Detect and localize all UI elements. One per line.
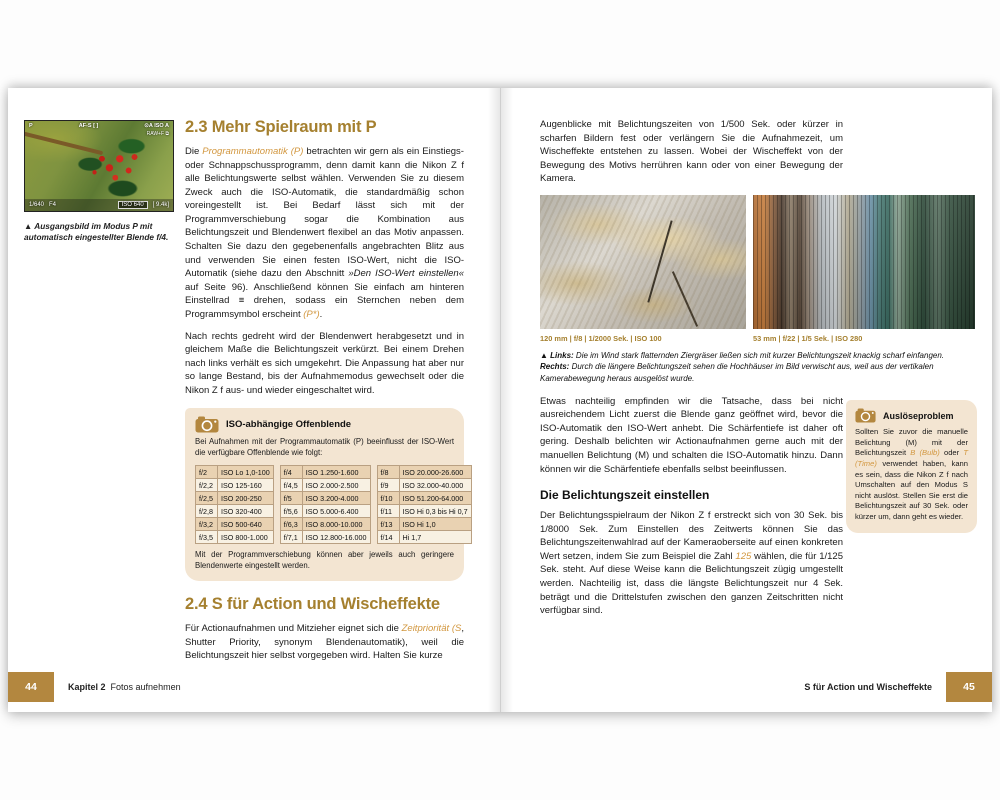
iso-table-row: [377, 479, 471, 492]
iso-table-row: [196, 466, 274, 479]
iso-range-cell: ISO 125-160: [218, 479, 274, 492]
section-2-3-heading: 2.3 Mehr Spielraum mit P: [185, 118, 377, 136]
text-run: Die im Wind stark flatternden Ziergräser ließen sich mit kurzer Belichtungszeit knackig scharf einfangen.: [573, 350, 945, 360]
text-run: Der Belichtungsspielraum der Nikon Z f erstreckt sich von 30 Sek. bis 1/8000 Sek. Zum Einstellen des Zeitwerts können Sie das Belichtungszeitenwahlrad auf der Kameraoberseite auf einen konkreten Wert setzen, indem Sie zum Beispiel die Zahl: [540, 510, 843, 562]
aperture-cell: f/2,2: [196, 479, 218, 492]
aperture-cell: f/14: [377, 531, 399, 544]
iso-range-cell: ISO 320-400: [218, 505, 274, 518]
right-page-number: 45: [946, 672, 992, 702]
note-box-header: [855, 408, 968, 423]
iso-table-row: [377, 505, 471, 518]
right-page-footer: [804, 672, 992, 702]
aperture-cell: f/7,1: [280, 531, 302, 544]
osd-af-mode: AF-S [ ]: [78, 123, 99, 129]
aperture-cell: f/2,8: [196, 505, 218, 518]
text-run: Links:: [550, 350, 574, 360]
iso-table-row: [196, 518, 274, 531]
iso-range-cell: ISO 500-640: [218, 518, 274, 531]
text-run: .: [319, 308, 323, 320]
page-gutter-line: [500, 88, 501, 712]
note-box-body: [855, 427, 968, 523]
photo-caption-line-1: [540, 350, 976, 362]
section-2-4-heading: 2.4 S für Action und Wischeffekte: [185, 595, 440, 614]
text-run: , Shutter Priority, synonym Blendenautomatik), weil die Belichtungszeit hier selbst vorgegeben wird. Halten Sie kurze: [185, 623, 464, 662]
chapter-label: Kapitel 2: [68, 682, 106, 692]
iso-aperture-tables: [195, 465, 468, 544]
iso-table-row: [196, 492, 274, 505]
aperture-cell: f/4: [280, 466, 302, 479]
aperture-cell: f/4,5: [280, 479, 302, 492]
iso-table-row: [196, 531, 274, 544]
exposure-time-subheading: Die Belichtungszeit einstellen: [540, 488, 710, 503]
left-page-number: 44: [8, 672, 54, 702]
text-run: Durch die längere Belichtungszeit sehen die Hochhäuser im Bild verwischt aus, weil aus der vertikalen Kamerabewegung heraus ausgelöst wurde.: [540, 362, 934, 384]
text-run: T (Time): [855, 448, 968, 468]
iso-range-cell: Hi 1,7: [399, 531, 471, 544]
note-box-title: Auslöseproblem: [883, 410, 954, 421]
photo-1-exif: 120 mm | f/8 | 1/2000 Sek. | ISO 100: [540, 333, 662, 343]
iso-table-row: [280, 518, 370, 531]
iso-range-cell: ISO 5.000-6.400: [302, 505, 370, 518]
iso-table-row: [377, 518, 471, 531]
iso-range-cell: ISO 800-1.000: [218, 531, 274, 544]
iso-table-row: [280, 466, 370, 479]
text-run: B (Bulb): [910, 448, 940, 458]
osd-mode: P: [29, 123, 33, 129]
iso-info-box-footer: Mit der Programmverschiebung können aber jeweils auch geringere Blendenwerte eingestellt werden.: [195, 550, 454, 571]
photo-2-exif: 53 mm | f/22 | 1/5 Sek. | ISO 280: [753, 333, 863, 343]
osd-quality: RAW+F ⧉: [146, 131, 169, 137]
left-main-column: [185, 118, 468, 663]
iso-range-cell: ISO 3.200-4.000: [302, 492, 370, 505]
osd-metering-iso: ⊙A ISO A: [144, 123, 169, 129]
aperture-cell: f/6,3: [280, 518, 302, 531]
photo-caption-line-2: [540, 361, 976, 384]
grass-stem-graphic: [648, 220, 673, 302]
photo-ornamental-grasses: [540, 195, 746, 329]
text-run: betrachten wir gern als ein Einstiegs- oder Schnappschussprogramm, denn damit kann die Nikon Z f alle Belichtungswerte selbst wählen. Verwenden Sie zu diesem Zweck auch die ISO-Automatik, die standardmäßig schon voreingestellt ist. Bei Bedarf lässt sich mit der Programmverschiebung sogar die Kombination aus Belichtungszeit und Blendenwert flexibel an das Motiv anpassen. Schalten Sie dazu den gegebenenfalls angebrachten Blitz aus und verwenden Sie einen festen ISO-Wert, nicht die ISO-Automatik (siehe dazu den Abschnitt: [185, 146, 464, 280]
text-run: Zeitpriorität (S: [401, 623, 462, 635]
camera-osd-top-bar: [25, 121, 173, 131]
text-run: (P*): [303, 308, 320, 320]
text-run: Rechts:: [540, 362, 570, 372]
iso-range-cell: ISO Hi 0,3 bis Hi 0,7: [399, 505, 471, 518]
text-run: wählen, die für 1/125 Sek. steht. Auf diese Weise kann die Belichtungszeit zügig umgestellt werden. Nachteilig ist, dass die längste Belichtungszeit nur 4 Sek. beträgt und die Drittelstufen zwischen den ganzen Zeitschritten nicht verfügbar sind.: [540, 550, 844, 617]
camera-icon: [195, 416, 219, 433]
aperture-cell: f/5: [280, 492, 302, 505]
left-footer-chapter: [68, 682, 181, 692]
aperture-cell: f/13: [377, 518, 399, 531]
iso-info-box-intro: Bei Aufnahmen mit der Programmautomatik (P) beeinflusst der ISO-Wert die verfügbare Offenblende wie folgt:: [195, 437, 454, 458]
photo-motion-blur-buildings: [753, 195, 975, 329]
text-run: oder: [939, 448, 964, 458]
section-2-3-paragraph-2: Nach rechts gedreht wird der Blendenwert herabgesetzt und in gleichem Maße die Belichtungszeit verkürzt. Bei einem Drehen nach links verhält es sich umgekehrt. Die Anpassung hat aber nur so lange Bestand, bis der Aufnahmemodus gewechselt oder die Nikon Z f aus- und wieder eingeschaltet wird.: [185, 330, 464, 396]
right-main-column: [540, 118, 976, 618]
aperture-cell: f/2,5: [196, 492, 218, 505]
osd-aperture-value: F4: [49, 202, 57, 208]
aperture-cell: f/10: [377, 492, 399, 505]
left-page-footer: [8, 672, 181, 702]
iso-table-row: [280, 505, 370, 518]
iso-table-row: [280, 492, 370, 505]
iso-table-row: [377, 531, 471, 544]
osd-iso-value: ISO 640: [118, 201, 148, 209]
iso-table-row: [377, 492, 471, 505]
iso-range-cell: ISO Hi 1,0: [399, 518, 471, 531]
aperture-cell: f/9: [377, 479, 399, 492]
iso-info-box-header: [195, 416, 454, 433]
chapter-title: Fotos aufnehmen: [110, 682, 181, 692]
text-run: Für Actionaufnahmen und Mitzieher eignet sich die: [185, 623, 402, 635]
iso-range-cell: ISO 12.800-16.000: [302, 531, 370, 544]
iso-range-cell: ISO 32.000-40.000: [399, 479, 471, 492]
iso-range-cell: ISO Lo 1,0-100: [218, 466, 274, 479]
camera-icon: [855, 408, 876, 423]
iso-table-row: [196, 505, 274, 518]
osd-shutter-value: 1/640: [29, 202, 45, 208]
release-problem-note-box: [846, 400, 977, 533]
right-mid-paragraph: Etwas nachteilig empfinden wir die Tatsache, dass bei nicht ausreichendem Licht zuerst die Blende ganz geöffnet wird, bevor die ISO-Automatik den ISO-Wert anhebt. Die Schärfentiefe ist daher oft gering. Deshalb belichten wir Actionaufnahmen gerne auch mit der manuellen Belichtung (M) und schalten die ISO-Automatik hinzu. Dann können wir die Schärfentiefe ebenfalls selbst beeinflussen.: [540, 395, 843, 475]
iso-range-cell: ISO 2.000-2.500: [302, 479, 370, 492]
text-run: ▲: [540, 350, 551, 360]
aperture-cell: f/8: [377, 466, 399, 479]
aperture-cell: f/3,5: [196, 531, 218, 544]
section-2-4-paragraph-1: [185, 622, 464, 663]
grass-stem-graphic: [672, 271, 698, 327]
section-2-3-paragraph-1: [185, 145, 464, 322]
aperture-cell: f/5,6: [280, 505, 302, 518]
right-top-paragraph: Augenblicke mit Belichtungszeiten von 1/500 Sek. oder kürzer in scharfen Bildern fest oder verlängern Sie die Aufnahmezeit, um Wischeffekte entstehen zu lassen. Wobei der Wischeffekt von der Bewegung des Motivs herrühren kann oder von einer Bewegung der Kamera.: [540, 119, 843, 185]
right-footer-section-title: S für Action und Wischeffekte: [804, 682, 932, 692]
camera-lcd-screenshot: [24, 120, 174, 212]
photo-caption: [540, 350, 976, 385]
iso-table-3: [377, 465, 472, 544]
iso-range-cell: ISO 200-250: [218, 492, 274, 505]
text-run: auf Seite 96). Anschließend können Sie einfach am hinteren Einstellrad ≡ drehen, sodass ein Sternchen neben dem Programmsymbol erscheint: [185, 281, 464, 320]
iso-info-box: [185, 408, 468, 581]
aperture-cell: f/3,2: [196, 518, 218, 531]
iso-range-cell: ISO 8.000-10.000: [302, 518, 370, 531]
text-run: Die: [185, 146, 203, 157]
photo-meta-row: [540, 334, 976, 343]
iso-table-1: [195, 465, 274, 544]
camera-osd-bottom-bar: [25, 199, 173, 211]
aperture-cell: f/11: [377, 505, 399, 518]
example-photos-row: [540, 195, 976, 329]
right-bottom-paragraph: [540, 509, 843, 618]
left-margin-column: [24, 120, 176, 243]
iso-range-cell: ISO 51.200-64.000: [399, 492, 471, 505]
iso-range-cell: ISO 1.250-1.600: [302, 466, 370, 479]
aperture-cell: f/2: [196, 466, 218, 479]
berry-branch-graphic: [24, 131, 103, 155]
iso-table-row: [196, 479, 274, 492]
iso-info-box-title: ISO-abhängige Offenblende: [226, 419, 352, 431]
text-run: »Den ISO-Wert einstellen«: [348, 268, 464, 280]
iso-range-cell: ISO 20.000-26.600: [399, 466, 471, 479]
text-run: verwendet haben, kann es sein, dass die Nikon Z f nach Umschalten auf den Modus S nicht auslöst. Stellen Sie erst die Belichtungszeit auf 30 Sek. oder kürzer um, dann geht es wieder.: [855, 458, 968, 521]
book-spread: [8, 88, 992, 712]
text-run: Programmautomatik (P): [202, 146, 304, 157]
iso-table-row: [280, 531, 370, 544]
camera-screenshot-caption: ▲ Ausgangsbild im Modus P mit automatisch eingestellter Blende f/4.: [24, 221, 169, 243]
iso-table-2: [280, 465, 371, 544]
iso-table-row: [377, 466, 471, 479]
text-run: Sollten Sie zuvor die manuelle Belichtung (M) mit der Belichtungszeit: [855, 427, 968, 458]
osd-frames-remaining: [ 9.4k]: [152, 202, 169, 208]
text-run: 125: [735, 550, 752, 562]
iso-table-row: [280, 479, 370, 492]
